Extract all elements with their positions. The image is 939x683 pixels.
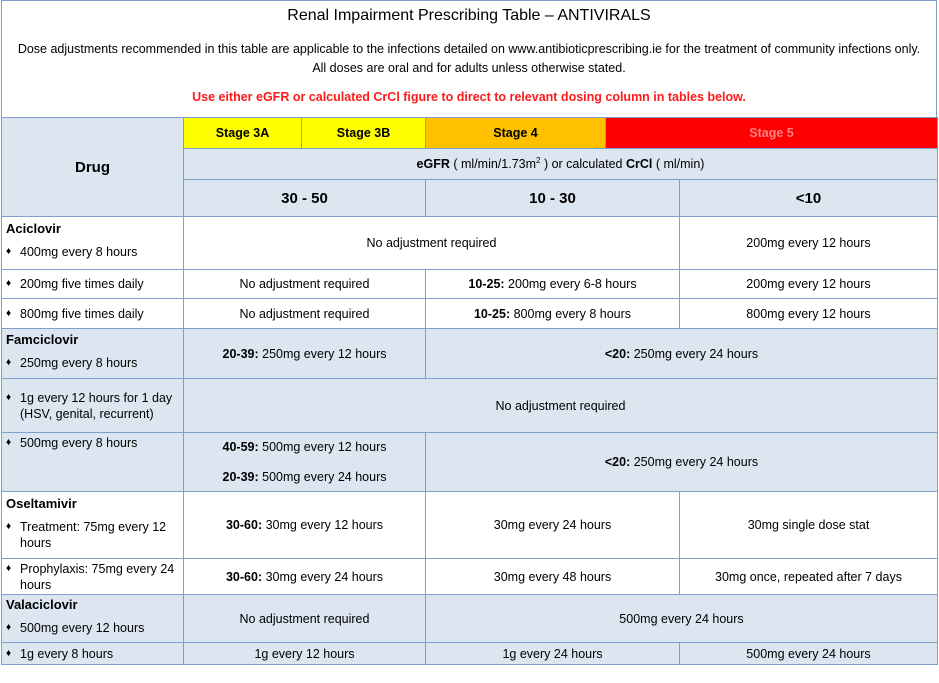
- dose-cell: <20: 250mg every 24 hours: [426, 329, 938, 379]
- egfr-units: ( ml/min/1.73m: [449, 157, 537, 172]
- drug-item-cell: ♦ Prophylaxis: 75mg every 24 hours: [2, 559, 184, 595]
- header-section: [1, 0, 937, 117]
- drug-name: Oseltamivir: [6, 496, 77, 511]
- dose-cell: 200mg every 12 hours: [680, 217, 938, 270]
- diamond-bullet-icon: ♦: [6, 647, 12, 659]
- table-row: [2, 270, 938, 299]
- diamond-bullet-icon: ♦: [6, 307, 12, 319]
- stage-5-header: Stage 5: [606, 118, 938, 149]
- dose-cell: 30mg once, repeated after 7 days: [680, 559, 938, 595]
- table-row: [2, 559, 938, 595]
- dose-cell: <20: 250mg every 24 hours: [426, 433, 938, 492]
- drug-name: Valaciclovir: [6, 597, 78, 612]
- diamond-bullet-icon: ♦: [6, 357, 12, 368]
- dose-cell: 500mg every 24 hours: [680, 643, 938, 665]
- drug-name: Aciclovir: [6, 221, 61, 236]
- dose-cell: 30mg every 24 hours: [426, 492, 680, 559]
- diamond-bullet-icon: ♦: [6, 278, 12, 289]
- dose-cell: No adjustment required: [184, 595, 426, 643]
- dose-cell: 30-60: 30mg every 24 hours: [184, 559, 426, 595]
- dose-cell: No adjustment required: [184, 299, 426, 329]
- table-row: [2, 329, 938, 379]
- list-item: ♦ 250mg every 8 hours: [6, 356, 138, 370]
- table-row: [2, 379, 938, 433]
- dose-cell: 500mg every 24 hours: [426, 595, 938, 643]
- dose-cell: 30-60: 30mg every 12 hours: [184, 492, 426, 559]
- table-row: [2, 595, 938, 643]
- list-item: ♦ 500mg every 12 hours: [6, 621, 145, 635]
- diamond-bullet-icon: ♦: [6, 437, 12, 448]
- dose-cell: 10-25: 800mg every 8 hours: [426, 299, 680, 329]
- dose-cell: 1g every 12 hours: [184, 643, 426, 665]
- drug-item-cell: ♦ 1g every 8 hours: [2, 643, 184, 665]
- diamond-bullet-icon: ♦: [6, 622, 12, 633]
- dose-cell: No adjustment required: [184, 379, 938, 433]
- drug-cell-famciclovir: [2, 329, 184, 379]
- dose-cell: 1g every 24 hours: [426, 643, 680, 665]
- table-row: [2, 299, 938, 329]
- table-row: [2, 433, 938, 492]
- drug-item-cell: ♦ 200mg five times daily: [2, 270, 184, 299]
- dose-cell: 20-39: 250mg every 12 hours: [184, 329, 426, 379]
- drug-item-cell: ♦ 1g every 12 hours for 1 day (HSV, genital, recurrent): [2, 379, 184, 433]
- dose-cell: 30mg single dose stat: [680, 492, 938, 559]
- instruction-text: Use either eGFR or calculated CrCl figure to direct to relevant dosing column in tables below.: [192, 90, 746, 104]
- table-row: [2, 492, 938, 559]
- drug-cell-aciclovir: [2, 217, 184, 270]
- dose-cell: 800mg every 12 hours: [680, 299, 938, 329]
- drug-item-cell: ♦ 800mg five times daily: [2, 299, 184, 329]
- dose-cell: 30mg every 48 hours: [426, 559, 680, 595]
- egfr-or-text: ) or calculated: [540, 157, 626, 172]
- crcl-units: ( ml/min): [652, 157, 705, 172]
- list-item: ♦ 400mg every 8 hours: [6, 245, 138, 259]
- drug-item-cell: ♦ 500mg every 8 hours: [2, 433, 184, 492]
- diamond-bullet-icon: ♦: [6, 246, 12, 257]
- dose-cell: 200mg every 12 hours: [680, 270, 938, 299]
- dose-cell: No adjustment required: [184, 270, 426, 299]
- egfr-label: eGFR: [416, 157, 450, 172]
- diamond-bullet-icon: ♦: [6, 391, 12, 403]
- diamond-bullet-icon: ♦: [6, 521, 12, 532]
- dosing-table: [1, 117, 938, 665]
- drug-cell-valaciclovir: [2, 595, 184, 643]
- drug-column-header: Drug: [2, 118, 184, 217]
- egfr-crcl-header: [184, 149, 938, 180]
- table-row: [2, 643, 938, 665]
- range-10-30: 10 - 30: [426, 180, 680, 217]
- egfr-units-sup: 2: [536, 156, 541, 166]
- stage-3a-header: Stage 3A: [184, 118, 302, 149]
- range-under-10-cell: <10: [680, 180, 938, 217]
- diamond-bullet-icon: ♦: [6, 562, 12, 574]
- page-title: Renal Impairment Prescribing Table – ANTIVIRALS: [287, 7, 651, 24]
- drug-cell-oseltamivir: [2, 492, 184, 559]
- table-row: [2, 217, 938, 270]
- drug-name: Famciclovir: [6, 332, 79, 347]
- stage-3b-header: Stage 3B: [302, 118, 426, 149]
- stage-4-header: Stage 4: [426, 118, 606, 149]
- crcl-label: CrCl: [625, 157, 653, 172]
- dose-cell: 10-25: 200mg every 6-8 hours: [426, 270, 680, 299]
- dose-cell: No adjustment required: [184, 217, 680, 270]
- list-item: ♦ Treatment: 75mg every 12 hours: [6, 520, 167, 550]
- dose-cell: 40-59: 500mg every 12 hours 20-39: 500mg every 24 hours: [184, 433, 426, 492]
- stage-header-row: [2, 118, 938, 149]
- intro-text: Dose adjustments recommended in this table are applicable to the infections detailed on www.antibioticprescribing.ie for the treatment of community infections only. All doses are oral and for adults unless otherwise stated.: [17, 42, 921, 75]
- range-30-50: 30 - 50: [184, 180, 426, 217]
